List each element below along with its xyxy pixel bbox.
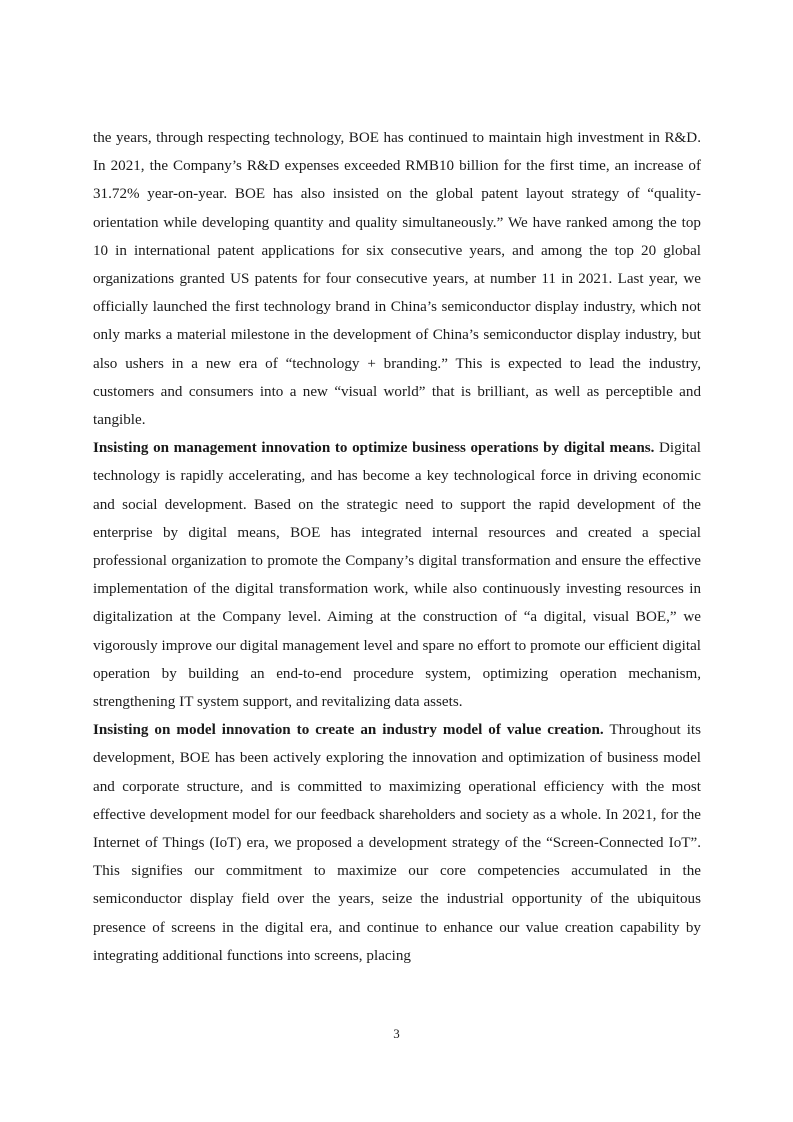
paragraph-lead-in: Insisting on management innovation to optimize business operations by digital means. xyxy=(93,440,655,457)
paragraph-body: Throughout its development, BOE has been actively exploring the innovation and optimization of business model and corporate structure, and is committed to maximizing operational efficiency with the most effective development model for our feedback shareholders and society as a whole. In 2021, for the Internet of Things (IoT) era, we proposed a development strategy of the “Screen-Connected IoT”. This signifies our commitment to maximize our core competencies accumulated in the semiconductor display field over the years, seize the industrial opportunity of the ubiquitous presence of screens in the digital era, and continue to enhance our value creation capability by integrating additional functions into screens, placing xyxy=(93,722,701,964)
paragraph-management-innovation xyxy=(93,434,701,716)
paragraph-rnd-investment xyxy=(93,124,701,434)
page-number: 3 xyxy=(393,1026,400,1041)
paragraph-model-innovation xyxy=(93,716,701,970)
paragraph-body: the years, through respecting technology, BOE has continued to maintain high investment in R&D. In 2021, the Company’s R&D expenses exceeded RMB10 billion for the first time, an increase of 31.72% year-on-year. BOE has also insisted on the global patent layout strategy of “quality-orientation while developing quantity and quality simultaneously.” We have ranked among the top 10 in international patent applications for six consecutive years, and among the top 20 global organizations granted US patents for four consecutive years, at number 11 in 2021. Last year, we officially launched the first technology brand in China’s semiconductor display industry, which not only marks a material milestone in the development of China’s semiconductor display industry, but also ushers in a new era of “technology + branding.” This is expected to lead the industry, customers and consumers into a new “visual world” that is brilliant, as well as perceptible and tangible. xyxy=(93,130,701,429)
paragraph-lead-in: Insisting on model innovation to create an industry model of value creation. xyxy=(93,722,604,739)
body-text-column xyxy=(93,124,701,970)
paragraph-body: Digital technology is rapidly accelerating, and has become a key technological force in driving economic and social development. Based on the strategic need to support the rapid development of the enterprise by digital means, BOE has integrated internal resources and created a special professional organization to promote the Company’s digital transformation and ensure the effective implementation of the digital transformation work, while also continuously investing resources in digitalization at the Company level. Aiming at the construction of “a digital, visual BOE,” we vigorously improve our digital management level and spare no effort to promote our efficient digital operation by building an end-to-end procedure system, optimizing operation mechanism, strengthening IT system support, and revitalizing data assets. xyxy=(93,440,701,711)
